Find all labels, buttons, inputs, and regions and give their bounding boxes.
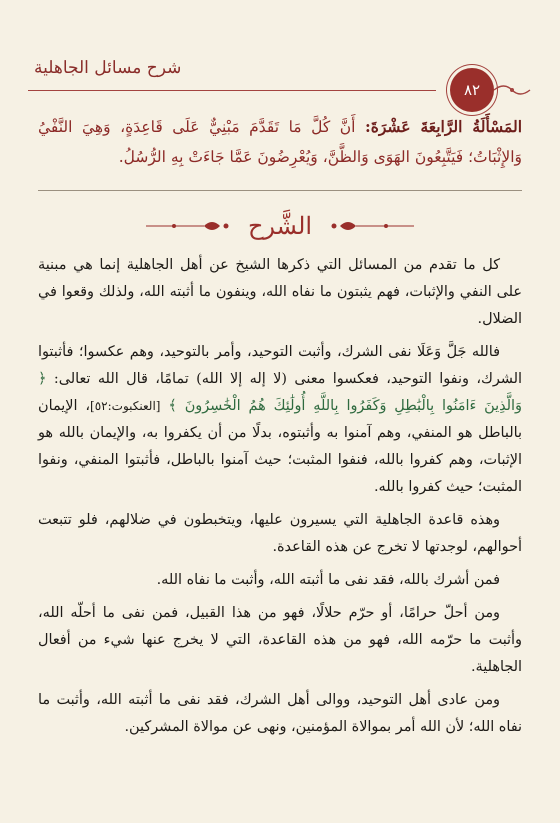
paragraph-2 [38,339,522,501]
paragraph-2-intro: فالله جَلَّ وَعَلَا نفى الشرك، وأثبت التوحيد، وأمر بالتوحيد، وهم عكسوا؛ فأثبتوا الشرك، ونفوا التوحيد، فعكسوا معنى (لا إله إلا الله) تمامًا، قال الله تعالى: [38,344,522,387]
header-rule [28,90,436,91]
quran-verse: ﴿ وَالَّذِينَ ءَامَنُوا بِالْبَٰطِلِ وَكَفَرُوا بِاللَّهِ أُولَٰئِكَ هُمُ الْخَٰسِرُونَ ﴾ [38,371,522,414]
page-number-badge: ٨٢ [450,68,494,112]
section-heading [0,206,560,246]
paragraph-2-rest: ، الإيمان بالباطل هو المنفي، وهم آمنوا به وأثبتوه، بدلًا من أن يكفروا به، والإيمان بالله هو الإثبات، وهم كفروا بالله، فنفوا المثبت؛ حيث آمنوا بالباطل، فأثبتوا المنفي، ونفوا المثبت؛ حيث كفروا بالله. [38,398,522,495]
commentary-body [38,252,522,747]
ornament-left-icon [144,217,234,235]
paragraph-5: ومن أحلّ حرامًا، أو حرّم حلالًا، فهو من هذا القبيل، فمن نفى ما أحلّه الله، وأثبت ما حرّمه الله، فهو من هذه القاعدة، التي لا يخرج عنها شيء من أفعال الجاهلية. [38,605,522,675]
ornament-right-icon [326,217,416,235]
masala-heading: المَسْأَلَةُ الرَّابِعَةَ عَشْرَةَ: [364,117,522,136]
verse-reference: [العنكبوت:٥٢] [90,399,161,413]
flourish-icon [492,82,532,98]
paragraph-1: كل ما تقدم من المسائل التي ذكرها الشيخ عن أهل الجاهلية إنما هي مبنية على النفي والإثبات، فهم يثبتون ما نفاه الله، وينفون ما أثبته الله، ولذلك وقعوا في الضلال. [38,257,522,327]
masala-body: أَنَّ كُلَّ مَا تَقَدَّمَ مَبْنِيٌّ عَلَى قَاعِدَةٍ، وَهِيَ النَّفْيُ وَالإِثْبَاتُ؛ فَيَتَّبِعُونَ الهَوَى وَالظَّنَّ، وَيُعْرِضُونَ عَمَّا جَاءَتْ بِهِ الرُّسُلُ. [38,118,522,166]
masala-text [38,112,522,172]
section-title: الشَّرح [247,212,313,240]
book-title: شرح مسائل الجاهلية [34,58,182,78]
section-divider [38,190,522,191]
paragraph-6: ومن عادى أهل التوحيد، ووالى أهل الشرك، فقد نفى ما أثبته الله، وأثبت ما نفاه الله؛ لأن الله أمر بموالاة المؤمنين، ونهى عن موالاة المشركين. [38,692,522,735]
paragraph-3: وهذه قاعدة الجاهلية التي يسيرون عليها، ويتخبطون في ضلالهم، فلو تتبعت أحوالهم، لوجدتها لا تخرج عن هذه القاعدة. [38,512,522,555]
page-header [28,40,532,110]
paragraph-4: فمن أشرك بالله، فقد نفى ما أثبته الله، وأثبت ما نفاه الله. [156,572,500,588]
